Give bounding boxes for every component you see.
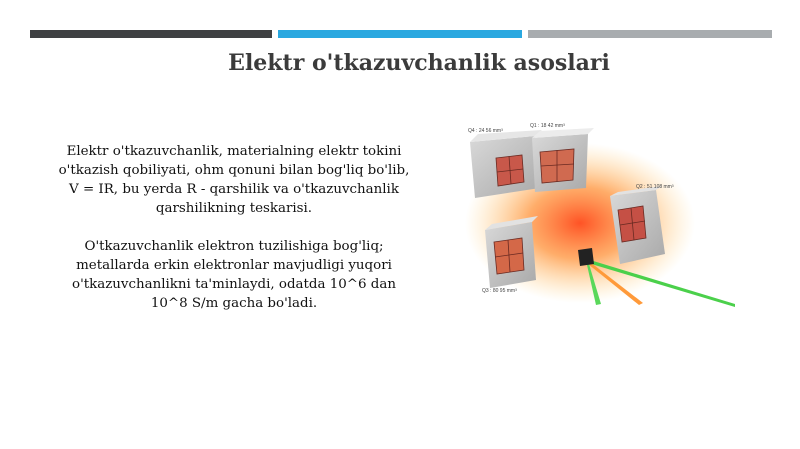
header-bar-dark	[30, 30, 272, 38]
label-q1: Q1 : 18 42 mm³	[530, 123, 565, 129]
paragraph-2: O'tkazuvchanlik elektron tuzilishiga bog'liq; metallarda erkin elektronlar mavjudligi yuqori o'tkazuvchanlikni ta'minlaydi, odatda 10^6 dan 10^8 S/m gacha bo'ladi.	[72, 239, 396, 311]
block-q3	[485, 216, 538, 288]
block-q4	[470, 130, 542, 198]
block-q1	[532, 128, 594, 192]
conductivity-illustration	[460, 118, 750, 308]
label-q2: Q2 : 51 108 mm³	[636, 184, 674, 190]
header-bars	[30, 30, 772, 38]
slide-body	[52, 142, 416, 332]
header-bar-accent	[278, 30, 522, 38]
slide-title: Elektr o'tkazuvchanlik asoslari	[228, 50, 610, 76]
emitter-box	[578, 248, 594, 266]
label-q3: Q3 : 80 95 mm³	[482, 288, 517, 294]
label-q4: Q4 : 24 56 mm³	[468, 128, 503, 134]
paragraph-1: Elektr o'tkazuvchanlik, materialning elektr tokini o'tkazish qobiliyati, ohm qonuni bilan bog'liq bo'lib, V = IR, bu yerda R - qarshilik va o'tkazuvchanlik qarshilikning teskarisi.	[58, 144, 410, 216]
header-bar-light	[528, 30, 772, 38]
